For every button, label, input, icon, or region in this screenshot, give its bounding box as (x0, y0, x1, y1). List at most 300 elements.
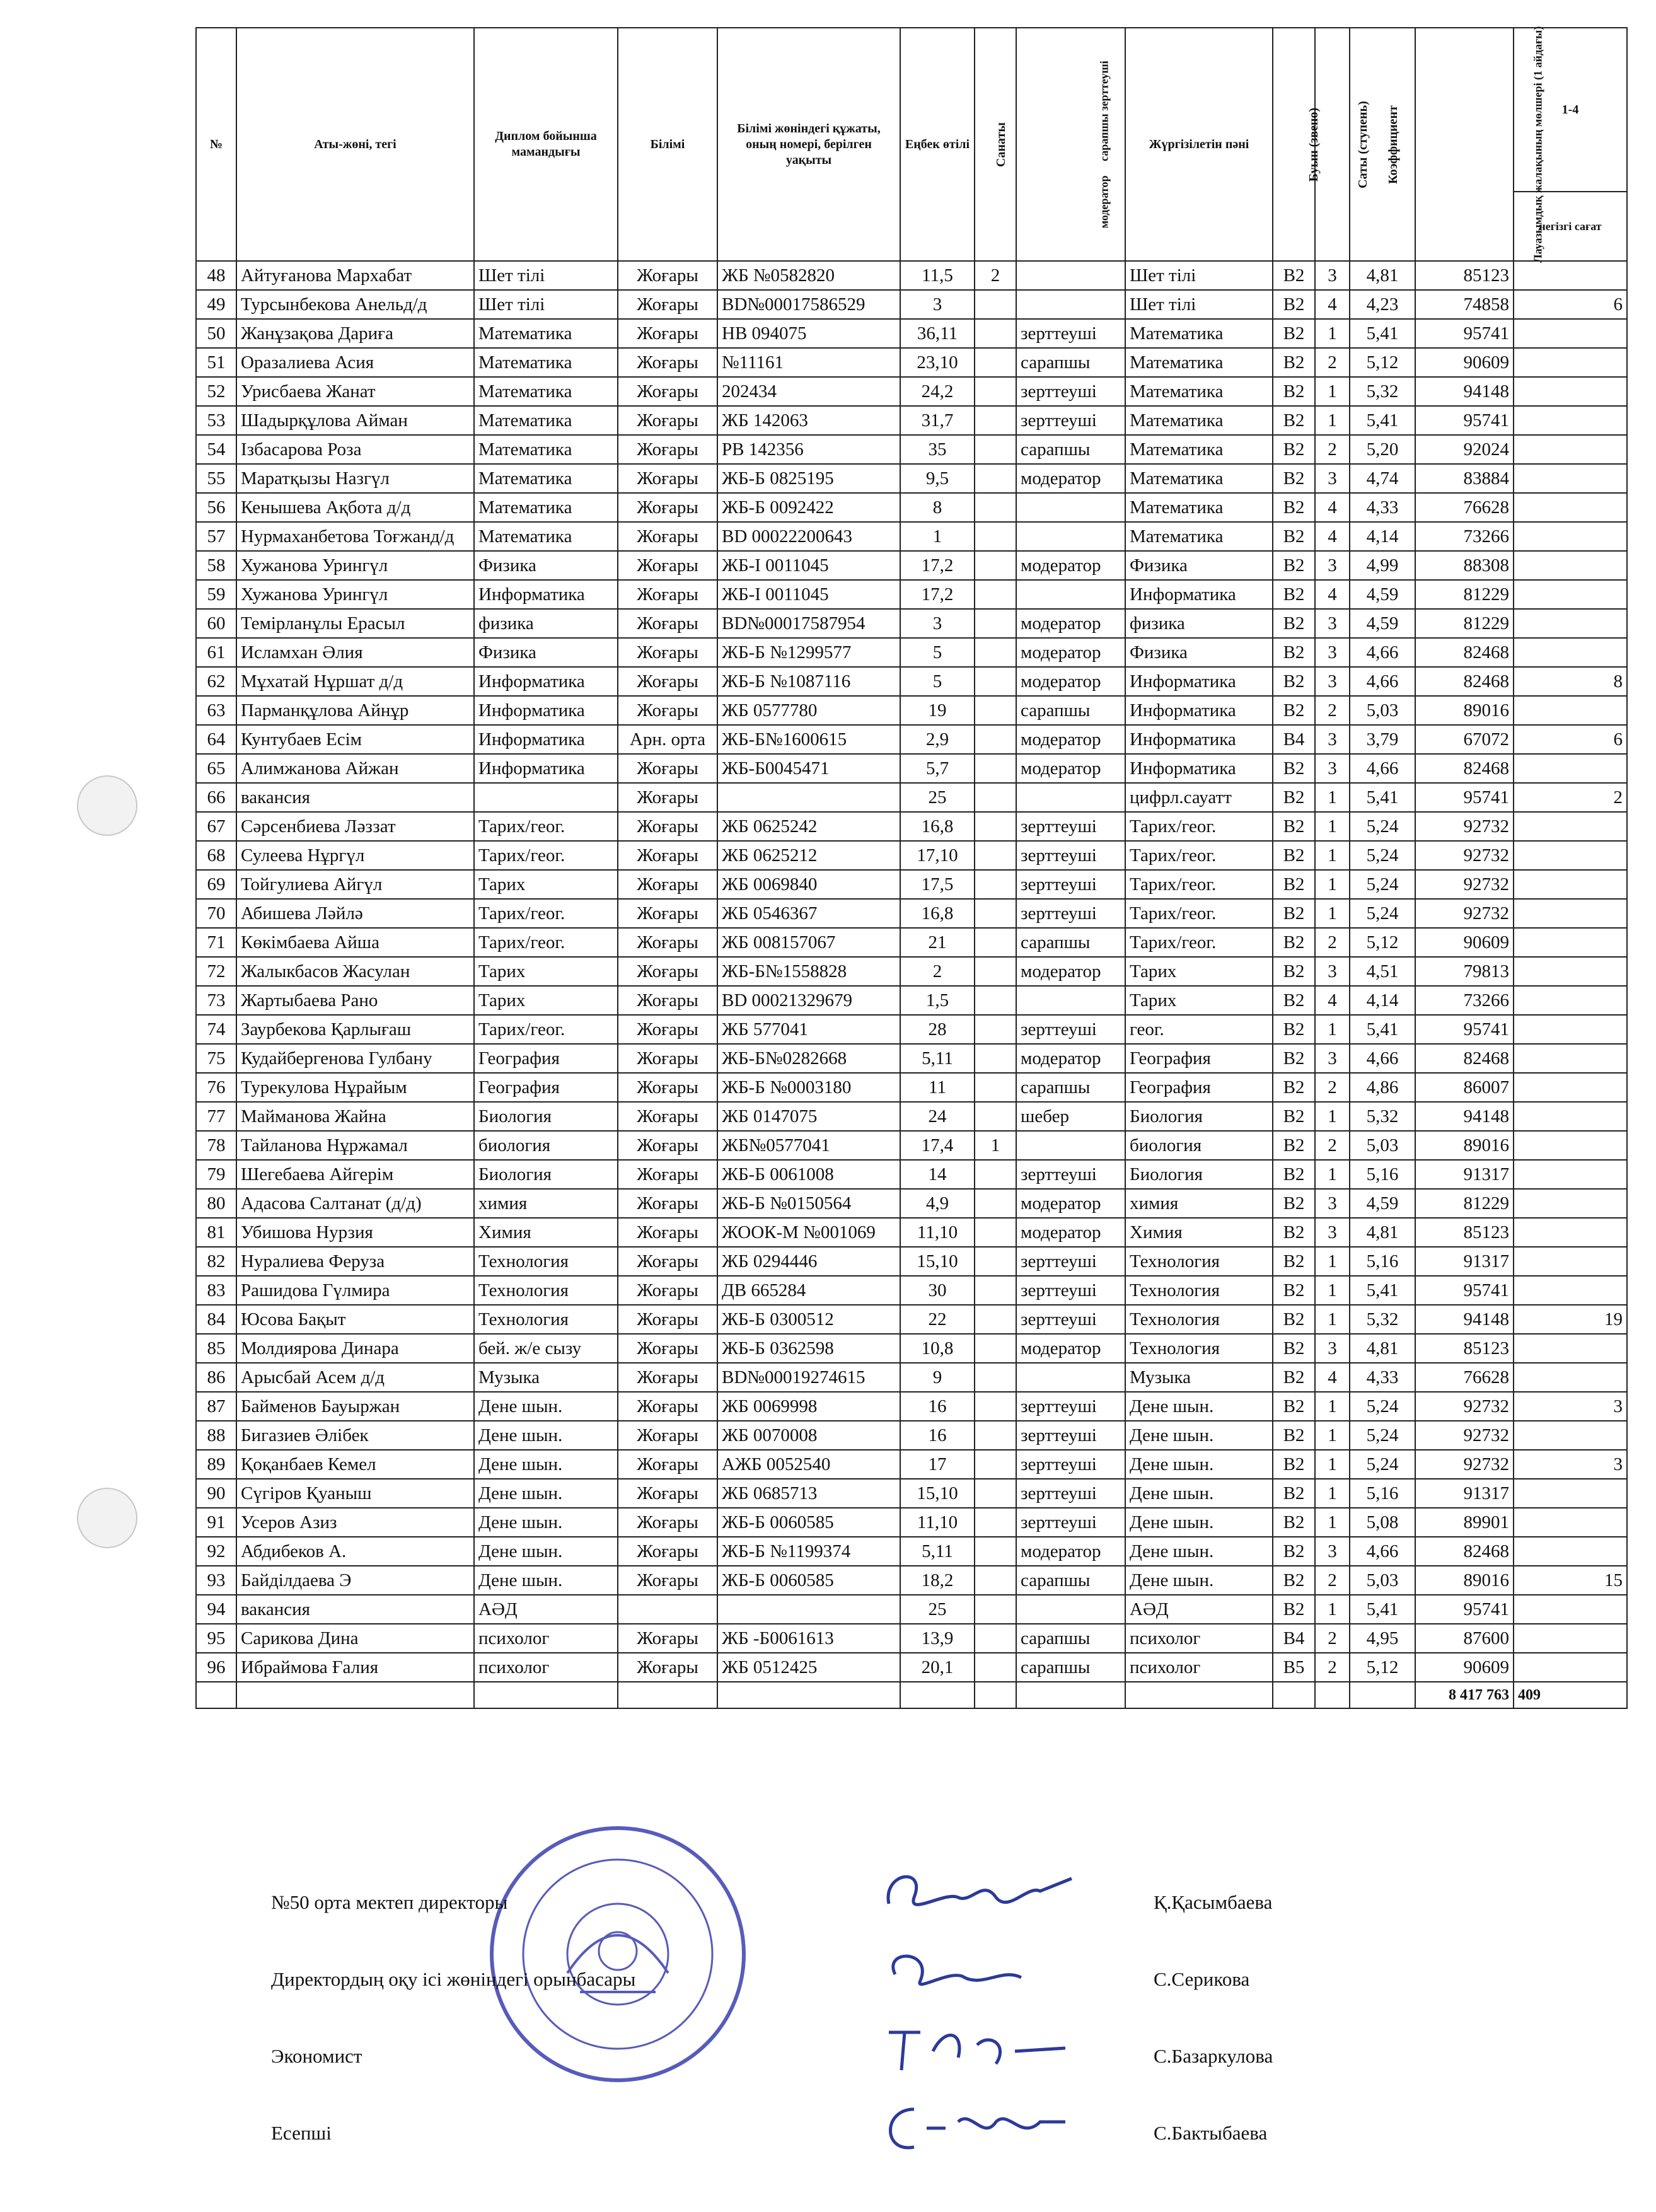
cell-coefficient: 5,03 (1350, 1566, 1415, 1595)
cell-experience: 10,8 (900, 1334, 975, 1363)
cell-education: Жоғары (618, 638, 717, 667)
cell-name: Нуралиева Феруза (236, 1247, 474, 1276)
cell-document: ЖБ-Б0045471 (717, 754, 900, 783)
cell-level: 1 (1315, 1479, 1350, 1508)
cell-zveno: В2 (1273, 899, 1315, 928)
cell-experience: 3 (900, 609, 975, 638)
cell-salary: 92732 (1415, 1450, 1514, 1479)
cell-zveno: В2 (1273, 841, 1315, 870)
cell-experience: 28 (900, 1015, 975, 1044)
header-coefficient: Коэффициент (1350, 28, 1415, 261)
cell-name: Шегебаева Айгерім (236, 1160, 474, 1189)
cell-qualification: зерттеуші (1016, 1276, 1125, 1305)
table-row (196, 435, 1627, 464)
cell-no: 88 (196, 1421, 236, 1450)
cell-extra (1514, 638, 1627, 667)
cell-zveno: В2 (1273, 522, 1315, 551)
cell-name: Молдиярова Динара (236, 1334, 474, 1363)
cell-category (975, 1015, 1016, 1044)
cell-qualification: зерттеуші (1016, 1479, 1125, 1508)
cell-salary: 85123 (1415, 1334, 1514, 1363)
cell-subject: Дене шын. (1125, 1566, 1273, 1595)
cell-name: Адасова Салтанат (д/д) (236, 1189, 474, 1218)
cell-specialty: География (474, 1073, 618, 1102)
cell-salary: 95741 (1415, 1276, 1514, 1305)
cell-salary: 92732 (1415, 841, 1514, 870)
cell-education: Жоғары (618, 783, 717, 812)
cell-specialty: Технология (474, 1247, 618, 1276)
handwritten-signature-icon (876, 1930, 1084, 2012)
cell-extra (1514, 1218, 1627, 1247)
cell-name: Абдибеков А. (236, 1537, 474, 1566)
signature-name: С.Базаркулова (1154, 2045, 1273, 2067)
cell-category (975, 696, 1016, 725)
cell-education: Жоғары (618, 696, 717, 725)
cell-subject: Технология (1125, 1247, 1273, 1276)
cell-coefficient: 4,81 (1350, 261, 1415, 290)
cell-coefficient: 5,20 (1350, 435, 1415, 464)
cell-coefficient: 4,86 (1350, 1073, 1415, 1102)
cell-specialty: Биология (474, 1160, 618, 1189)
cell-no: 92 (196, 1537, 236, 1566)
cell-document: ЖБ-Б №1087116 (717, 667, 900, 696)
signature-line (271, 2026, 1469, 2103)
header-category: Санаты (975, 28, 1016, 261)
cell-experience: 17 (900, 1450, 975, 1479)
cell-no: 91 (196, 1508, 236, 1537)
cell-subject: Дене шын. (1125, 1450, 1273, 1479)
cell-extra (1514, 928, 1627, 957)
cell-extra (1514, 464, 1627, 493)
cell-document: ЖБ 008157067 (717, 928, 900, 957)
cell-subject: Технология (1125, 1334, 1273, 1363)
cell-level: 1 (1315, 1421, 1350, 1450)
cell-name: Оразалиева Асия (236, 348, 474, 377)
table-row (196, 464, 1627, 493)
cell-level: 2 (1315, 1131, 1350, 1160)
cell-document: BD 00022200643 (717, 522, 900, 551)
cell-salary: 89016 (1415, 1131, 1514, 1160)
cell-specialty: Тарих (474, 986, 618, 1015)
cell-name: Арысбай Асем д/д (236, 1363, 474, 1392)
header-subject: Жүргізілетін пәні (1125, 28, 1273, 261)
table-row (196, 580, 1627, 609)
cell-no: 85 (196, 1334, 236, 1363)
cell-subject: Физика (1125, 638, 1273, 667)
cell-category (975, 812, 1016, 841)
cell-name: Кудайбергенова Гулбану (236, 1044, 474, 1073)
cell-subject: Математика (1125, 348, 1273, 377)
cell-specialty: Дене шын. (474, 1450, 618, 1479)
cell-name: Тойгулиева Айгүл (236, 870, 474, 899)
cell-no: 71 (196, 928, 236, 957)
cell-extra (1514, 754, 1627, 783)
cell-extra: 6 (1514, 290, 1627, 319)
table-row (196, 1566, 1627, 1595)
cell-qualification (1016, 1363, 1125, 1392)
table-row (196, 1276, 1627, 1305)
header-zveno: Буын (звено) (1273, 28, 1315, 261)
cell-education: Жоғары (618, 986, 717, 1015)
cell-no: 58 (196, 551, 236, 580)
cell-no: 50 (196, 319, 236, 348)
cell-experience: 2 (900, 957, 975, 986)
cell-extra (1514, 348, 1627, 377)
cell-coefficient: 5,41 (1350, 1015, 1415, 1044)
cell-name: Исламхан Әлия (236, 638, 474, 667)
cell-qualification: модератор (1016, 638, 1125, 667)
cell-extra (1514, 1334, 1627, 1363)
punch-hole (77, 1488, 137, 1548)
cell-category (975, 551, 1016, 580)
table-row (196, 319, 1627, 348)
cell-specialty: Тарих/геог. (474, 928, 618, 957)
cell-education: Жоғары (618, 609, 717, 638)
cell-education: Жоғары (618, 899, 717, 928)
cell-no: 52 (196, 377, 236, 406)
cell-subject: Тарих/геог. (1125, 928, 1273, 957)
cell-coefficient: 5,24 (1350, 1450, 1415, 1479)
cell-zveno: В2 (1273, 1479, 1315, 1508)
cell-experience: 17,4 (900, 1131, 975, 1160)
cell-experience: 4,9 (900, 1189, 975, 1218)
cell-qualification: зерттеуші (1016, 406, 1125, 435)
header-extra-top: 1-4 (1514, 28, 1627, 192)
cell-document (717, 783, 900, 812)
cell-name: Хужанова Урингүл (236, 580, 474, 609)
cell-no: 55 (196, 464, 236, 493)
cell-experience: 5 (900, 667, 975, 696)
cell-extra (1514, 1537, 1627, 1566)
cell-category (975, 522, 1016, 551)
cell-document: №11161 (717, 348, 900, 377)
cell-subject: Технология (1125, 1305, 1273, 1334)
cell-level: 3 (1315, 1334, 1350, 1363)
table-row (196, 870, 1627, 899)
cell-specialty: Математика (474, 493, 618, 522)
table-row (196, 899, 1627, 928)
cell-no: 75 (196, 1044, 236, 1073)
cell-category (975, 1160, 1016, 1189)
cell-specialty: Технология (474, 1276, 618, 1305)
cell-extra: 6 (1514, 725, 1627, 754)
cell-salary: 90609 (1415, 1653, 1514, 1682)
total-salary: 8 417 763 (1415, 1682, 1514, 1708)
cell-extra (1514, 435, 1627, 464)
cell-zveno: В2 (1273, 1218, 1315, 1247)
cell-level: 4 (1315, 493, 1350, 522)
cell-experience: 19 (900, 696, 975, 725)
cell-extra (1514, 1421, 1627, 1450)
cell-specialty: Дене шын. (474, 1566, 618, 1595)
header-diploma-specialty: Диплом бойынша мамандығы (474, 28, 618, 261)
cell-extra (1514, 1653, 1627, 1682)
cell-salary: 83884 (1415, 464, 1514, 493)
cell-specialty: Математика (474, 406, 618, 435)
cell-salary: 90609 (1415, 348, 1514, 377)
cell-level: 4 (1315, 1363, 1350, 1392)
cell-subject: Математика (1125, 493, 1273, 522)
cell-extra (1514, 812, 1627, 841)
cell-level: 1 (1315, 377, 1350, 406)
cell-salary: 81229 (1415, 609, 1514, 638)
cell-subject: Тарих (1125, 986, 1273, 1015)
cell-coefficient: 4,59 (1350, 1189, 1415, 1218)
cell-qualification (1016, 986, 1125, 1015)
cell-subject: Физика (1125, 551, 1273, 580)
cell-coefficient: 4,33 (1350, 493, 1415, 522)
cell-experience: 17,10 (900, 841, 975, 870)
cell-zveno: В2 (1273, 986, 1315, 1015)
cell-zveno: В2 (1273, 1015, 1315, 1044)
cell-salary: 95741 (1415, 406, 1514, 435)
cell-zveno: В2 (1273, 1450, 1315, 1479)
cell-no: 69 (196, 870, 236, 899)
cell-level: 3 (1315, 1189, 1350, 1218)
cell-category (975, 841, 1016, 870)
cell-category (975, 1073, 1016, 1102)
cell-subject: Дене шын. (1125, 1421, 1273, 1450)
table-row (196, 1653, 1627, 1682)
cell-salary: 74858 (1415, 290, 1514, 319)
cell-level: 3 (1315, 1218, 1350, 1247)
cell-document: ЖООК-М №001069 (717, 1218, 900, 1247)
table-row (196, 551, 1627, 580)
cell-coefficient: 5,41 (1350, 1276, 1415, 1305)
cell-experience: 35 (900, 435, 975, 464)
cell-experience: 14 (900, 1160, 975, 1189)
cell-category (975, 899, 1016, 928)
cell-document: ЖБ 0512425 (717, 1653, 900, 1682)
cell-education: Жоғары (618, 1566, 717, 1595)
cell-experience: 3 (900, 290, 975, 319)
cell-no: 65 (196, 754, 236, 783)
cell-coefficient: 4,74 (1350, 464, 1415, 493)
cell-level: 1 (1315, 899, 1350, 928)
cell-document: ЖБ-Б 0092422 (717, 493, 900, 522)
header-experience: Еңбек өтілі (900, 28, 975, 261)
cell-category (975, 319, 1016, 348)
cell-zveno: В2 (1273, 1247, 1315, 1276)
cell-coefficient: 5,03 (1350, 1131, 1415, 1160)
cell-education: Жоғары (618, 1479, 717, 1508)
cell-specialty: Тарих (474, 870, 618, 899)
table-row (196, 1218, 1627, 1247)
cell-education: Жоғары (618, 1015, 717, 1044)
signature-position: Директордың оқу ісі жөніндегі орынбасары (271, 1968, 636, 1990)
cell-category (975, 406, 1016, 435)
cell-specialty: Физика (474, 638, 618, 667)
cell-level: 1 (1315, 406, 1350, 435)
cell-qualification: модератор (1016, 464, 1125, 493)
cell-name: Жалыкбасов Жасулан (236, 957, 474, 986)
cell-no: 54 (196, 435, 236, 464)
table-row (196, 1363, 1627, 1392)
table-row (196, 1595, 1627, 1624)
cell-document: ЖБ-Б №0150564 (717, 1189, 900, 1218)
cell-zveno: В2 (1273, 1392, 1315, 1421)
cell-subject: География (1125, 1044, 1273, 1073)
cell-education: Жоғары (618, 928, 717, 957)
cell-extra (1514, 406, 1627, 435)
cell-document: ЖБ-Б 0061008 (717, 1160, 900, 1189)
cell-experience: 11,10 (900, 1218, 975, 1247)
cell-specialty: Тарих/геог. (474, 899, 618, 928)
cell-experience: 24 (900, 1102, 975, 1131)
header-education-doc: Білімі жөніндегі құжаты, оның номері, берілген уақыты (717, 28, 900, 261)
cell-education: Жоғары (618, 1508, 717, 1537)
table-row (196, 522, 1627, 551)
handwritten-signature-icon (876, 2007, 1084, 2089)
cell-zveno: В2 (1273, 580, 1315, 609)
cell-level: 1 (1315, 1595, 1350, 1624)
cell-document: РВ 142356 (717, 435, 900, 464)
cell-subject: Тарих (1125, 957, 1273, 986)
cell-salary: 94148 (1415, 377, 1514, 406)
cell-experience: 15,10 (900, 1247, 975, 1276)
cell-name: Хужанова Урингүл (236, 551, 474, 580)
cell-no: 51 (196, 348, 236, 377)
cell-name: Темірланұлы Ерасыл (236, 609, 474, 638)
cell-level: 1 (1315, 783, 1350, 812)
cell-document: ЖБ №0582820 (717, 261, 900, 290)
cell-salary: 76628 (1415, 493, 1514, 522)
cell-education: Жоғары (618, 870, 717, 899)
table-row (196, 1160, 1627, 1189)
cell-extra (1514, 870, 1627, 899)
cell-qualification: сарапшы (1016, 1073, 1125, 1102)
cell-name: Майманова Жайна (236, 1102, 474, 1131)
cell-education: Жоғары (618, 957, 717, 986)
cell-level: 4 (1315, 522, 1350, 551)
cell-zveno: В2 (1273, 1305, 1315, 1334)
cell-document: ЖБ 577041 (717, 1015, 900, 1044)
table-row (196, 1479, 1627, 1508)
cell-salary: 92732 (1415, 899, 1514, 928)
cell-no: 48 (196, 261, 236, 290)
table-row (196, 1392, 1627, 1421)
cell-no: 90 (196, 1479, 236, 1508)
cell-experience: 16,8 (900, 812, 975, 841)
table-row (196, 348, 1627, 377)
cell-document: ЖБ-І 0011045 (717, 551, 900, 580)
cell-specialty: Дене шын. (474, 1537, 618, 1566)
table-row (196, 493, 1627, 522)
cell-category (975, 1537, 1016, 1566)
cell-qualification: сарапшы (1016, 928, 1125, 957)
cell-qualification: зерттеуші (1016, 812, 1125, 841)
cell-specialty: Тарих/геог. (474, 841, 618, 870)
cell-name: Байменов Бауыржан (236, 1392, 474, 1421)
cell-name: Рашидова Гүлмира (236, 1276, 474, 1305)
cell-specialty: Математика (474, 377, 618, 406)
header-level: Саты (ступень) (1315, 28, 1350, 261)
cell-education: Жоғары (618, 1160, 717, 1189)
cell-coefficient: 4,14 (1350, 986, 1415, 1015)
table-row (196, 609, 1627, 638)
cell-extra (1514, 580, 1627, 609)
cell-document: ЖБ 0577780 (717, 696, 900, 725)
cell-qualification: сарапшы (1016, 696, 1125, 725)
cell-subject: Математика (1125, 377, 1273, 406)
cell-education: Жоғары (618, 1276, 717, 1305)
cell-extra (1514, 609, 1627, 638)
cell-experience: 16,8 (900, 899, 975, 928)
cell-qualification: зерттеуші (1016, 1305, 1125, 1334)
cell-education: Жоғары (618, 841, 717, 870)
cell-no: 73 (196, 986, 236, 1015)
cell-extra: 19 (1514, 1305, 1627, 1334)
cell-education: Жоғары (618, 1392, 717, 1421)
cell-extra (1514, 1247, 1627, 1276)
cell-qualification: шебер (1016, 1102, 1125, 1131)
table-row (196, 1189, 1627, 1218)
cell-education: Жоғары (618, 1102, 717, 1131)
cell-document: ЖБ-Б 0300512 (717, 1305, 900, 1334)
table-row (196, 696, 1627, 725)
cell-level: 2 (1315, 1624, 1350, 1653)
table-row (196, 754, 1627, 783)
cell-qualification: модератор (1016, 754, 1125, 783)
cell-name: Алимжанова Айжан (236, 754, 474, 783)
cell-coefficient: 3,79 (1350, 725, 1415, 754)
cell-salary: 85123 (1415, 1218, 1514, 1247)
cell-coefficient: 4,51 (1350, 957, 1415, 986)
cell-zveno: В2 (1273, 1334, 1315, 1363)
cell-extra: 3 (1514, 1392, 1627, 1421)
cell-name: Усеров Азиз (236, 1508, 474, 1537)
cell-salary: 95741 (1415, 783, 1514, 812)
cell-name: Турсынбекова Анельд/д (236, 290, 474, 319)
cell-education: Жоғары (618, 667, 717, 696)
cell-subject: Математика (1125, 406, 1273, 435)
cell-no: 57 (196, 522, 236, 551)
cell-level: 1 (1315, 1102, 1350, 1131)
cell-no: 82 (196, 1247, 236, 1276)
cell-name: Сәрсенбиева Ләззат (236, 812, 474, 841)
cell-zveno: В2 (1273, 754, 1315, 783)
cell-subject: Тарих/геог. (1125, 870, 1273, 899)
cell-qualification: зерттеуші (1016, 870, 1125, 899)
cell-extra: 15 (1514, 1566, 1627, 1595)
cell-experience: 2,9 (900, 725, 975, 754)
cell-education: Жоғары (618, 1421, 717, 1450)
cell-name: Турекулова Нұрайым (236, 1073, 474, 1102)
cell-qualification: модератор (1016, 551, 1125, 580)
cell-experience: 1 (900, 522, 975, 551)
table-row (196, 1044, 1627, 1073)
cell-name: Парманқұлова Айнұр (236, 696, 474, 725)
cell-salary: 82468 (1415, 1537, 1514, 1566)
cell-name: вакансия (236, 783, 474, 812)
table-row (196, 261, 1627, 290)
cell-qualification: зерттеуші (1016, 1508, 1125, 1537)
cell-document: АЖБ 0052540 (717, 1450, 900, 1479)
cell-name: Байділдаева Э (236, 1566, 474, 1595)
table-row (196, 957, 1627, 986)
cell-zveno: В5 (1273, 1653, 1315, 1682)
cell-qualification: модератор (1016, 1334, 1125, 1363)
cell-salary: 89016 (1415, 696, 1514, 725)
cell-qualification: зерттеуші (1016, 1015, 1125, 1044)
cell-level: 1 (1315, 1508, 1350, 1537)
cell-experience: 11 (900, 1073, 975, 1102)
cell-level: 1 (1315, 1276, 1350, 1305)
cell-name: Жартыбаева Рано (236, 986, 474, 1015)
cell-zveno: В4 (1273, 1624, 1315, 1653)
total-extra: 409 (1514, 1682, 1627, 1708)
cell-subject: Тарих/геог. (1125, 841, 1273, 870)
